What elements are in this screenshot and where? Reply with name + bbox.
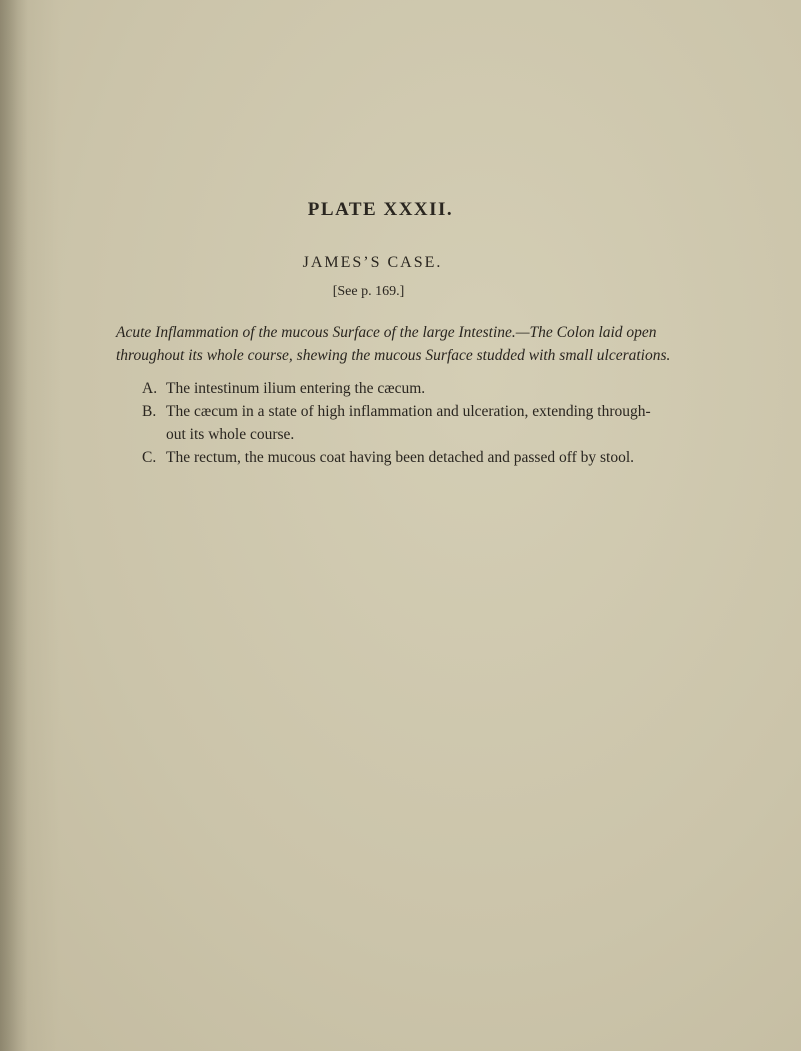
caption-line: Acute Inflammation of the mucous Surface of the large Intestine.—The Colon laid open (116, 324, 657, 341)
case-title: JAMES’S CASE. (302, 254, 443, 271)
legend-letter: A. (142, 380, 158, 397)
legend-line: The rectum, the mucous coat having been detached and passed off by stool. (166, 449, 635, 466)
figure-legend (142, 377, 722, 469)
caption-line: throughout its whole course, shewing the mucous Surface studded with small ulcerations. (116, 347, 671, 364)
legend-letter: C. (142, 449, 157, 466)
legend-item-a (142, 377, 722, 400)
legend-text (166, 446, 722, 469)
page-reference: [See p. 169.] (332, 284, 405, 299)
legend-item-b (142, 400, 722, 446)
legend-line: The cæcum in a state of high inflammation and ulceration, extending through- (166, 403, 651, 420)
legend-letter: B. (142, 403, 157, 420)
binding-shadow (0, 0, 28, 1051)
legend-text (166, 377, 722, 400)
legend-line: The intestinum ilium entering the cæcum. (166, 380, 426, 397)
legend-text (166, 400, 722, 446)
legend-item-c (142, 446, 722, 469)
legend-line: out its whole course. (166, 426, 295, 443)
plate-caption (116, 321, 716, 367)
plate-title: PLATE XXXII. (307, 199, 454, 220)
